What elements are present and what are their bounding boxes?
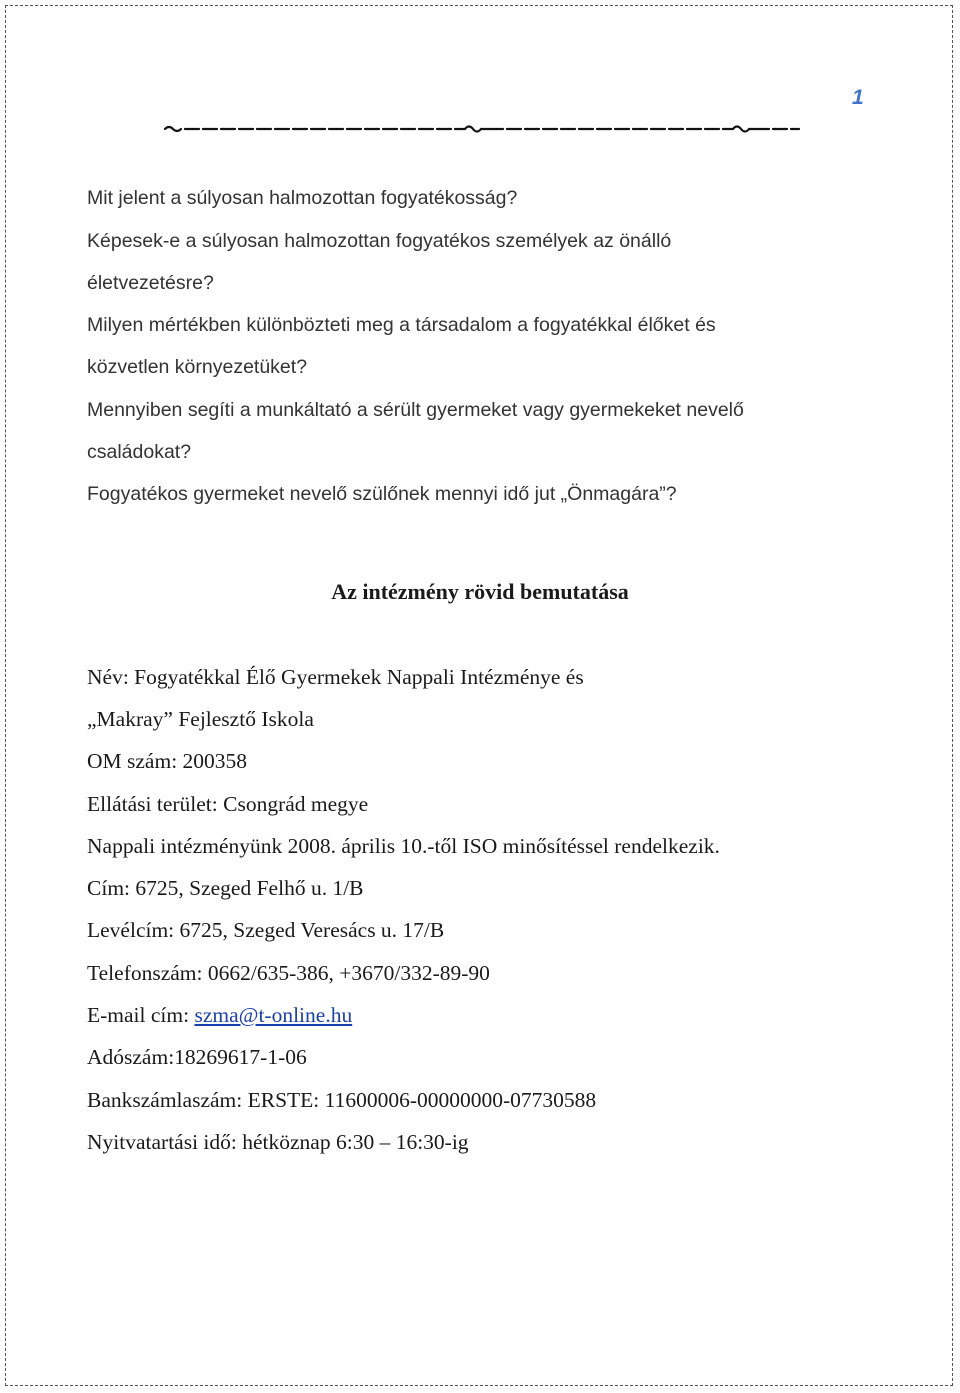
header-decorative-rule xyxy=(163,118,803,136)
email-link[interactable]: szma@t-online.hu xyxy=(194,1003,353,1027)
question-4-line-2: családokat? xyxy=(87,441,192,463)
question-1: Mit jelent a súlyosan halmozottan fogyatékosság? xyxy=(87,187,518,209)
page-border xyxy=(5,5,953,1386)
question-3-line-2: közvetlen környezetüket? xyxy=(87,356,308,378)
info-bank-account: Bankszámlaszám: ERSTE: 11600006-00000000-07730588 xyxy=(87,1088,597,1112)
info-name-line-2: „Makray” Fejlesztő Iskola xyxy=(87,707,314,731)
info-tax-number: Adószám:18269617-1-06 xyxy=(87,1045,307,1069)
question-4-line-1: Mennyiben segíti a munkáltató a sérült gyermeket vagy gyermekeket nevelő xyxy=(87,399,744,421)
info-name-line-1: Név: Fogyatékkal Élő Gyermekek Nappali Intézménye és xyxy=(87,665,584,689)
info-om-number: OM szám: 200358 xyxy=(87,749,248,773)
question-2-line-1: Képesek-e a súlyosan halmozottan fogyatékos személyek az önálló xyxy=(87,230,672,252)
info-email xyxy=(87,1001,352,1029)
email-label: E-mail cím: xyxy=(87,1003,195,1027)
question-3-line-1: Milyen mértékben különbözteti meg a társadalom a fogyatékkal élőket és xyxy=(87,314,716,336)
info-iso: Nappali intézményünk 2008. április 10.-től ISO minősítéssel rendelkezik. xyxy=(87,834,720,858)
info-address: Cím: 6725, Szeged Felhő u. 1/B xyxy=(87,876,364,900)
question-5: Fogyatékos gyermeket nevelő szülőnek mennyi idő jut „Önmagára”? xyxy=(87,483,677,505)
info-service-area: Ellátási terület: Csongrád megye xyxy=(87,792,369,816)
page-number: 1 xyxy=(852,86,864,109)
question-2-line-2: életvezetésre? xyxy=(87,272,214,294)
info-mail-address: Levélcím: 6725, Szeged Veresács u. 17/B xyxy=(87,918,445,942)
info-phone: Telefonszám: 0662/635-386, +3670/332-89-90 xyxy=(87,961,490,985)
section-title: Az intézmény rövid bemutatása xyxy=(331,579,629,604)
info-opening-hours: Nyitvatartási idő: hétköznap 6:30 – 16:30-ig xyxy=(87,1130,469,1154)
